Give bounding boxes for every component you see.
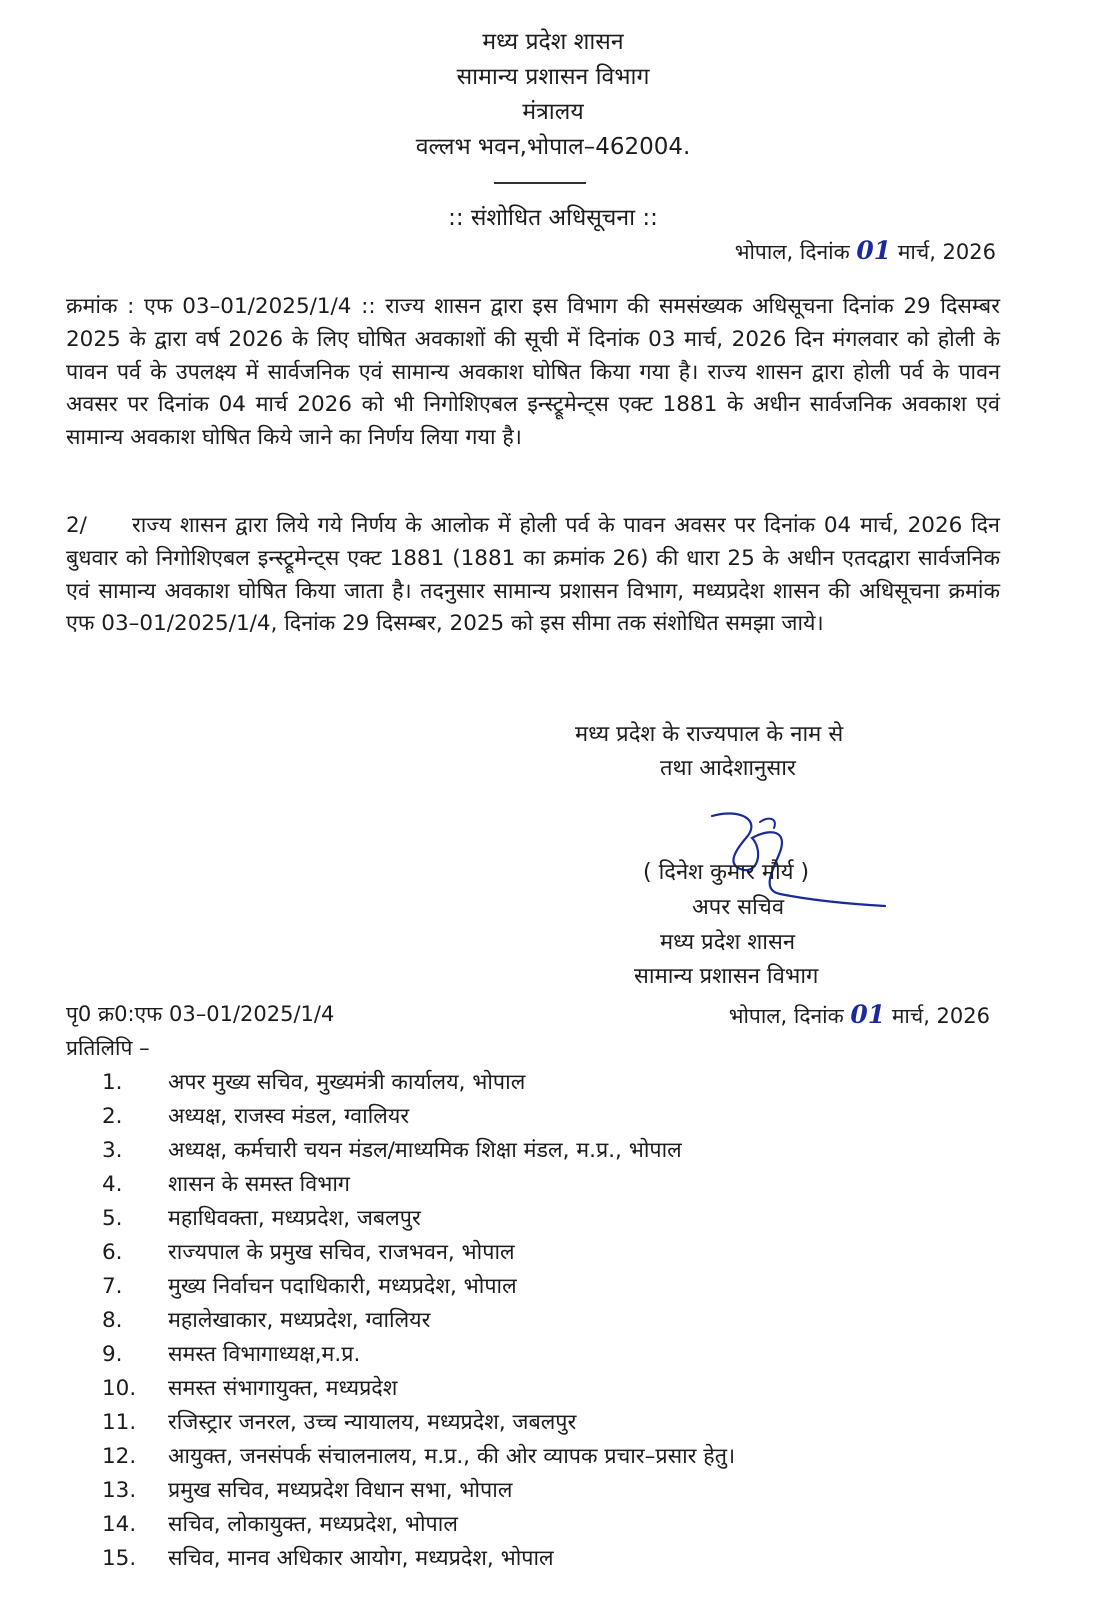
copy-list-item (102, 1407, 576, 1436)
copy-list-item-number: 2. (102, 1104, 123, 1129)
copy-list-item (102, 1373, 397, 1402)
copy-list-item (102, 1237, 515, 1266)
copy-list-item-text: प्रमुख सचिव, मध्यप्रदेश विधान सभा, भोपाल (168, 1478, 513, 1503)
copy-list-item-number: 7. (102, 1274, 123, 1299)
copy-list-item-text: सचिव, लोकायुक्त, मध्यप्रदेश, भोपाल (168, 1512, 458, 1537)
copy-list-item (102, 1169, 350, 1198)
paragraph-2-text: राज्य शासन द्वारा लिये गये निर्णय के आलोक में होली पर्व के पावन अवसर पर दिनांक 04 मार्च, 2026 दिन बुधवार को निगोशिएबल इन्स्ट्रूमेन्ट्स एक्ट 1881 (1881 का क्रमांक 26) की धारा 25 के अधीन एतदद्वारा सार्वजनिक एवं सामान्य अवकाश घोषित किया जाता है। तदनुसार सामान्य प्रशासन विभाग, मध्यप्रदेश शासन की अधिसूचना क्रमांक एफ 03–01/2025/1/4, दिनांक 29 दिसम्बर, 2025 को इस सीमा तक संशोधित समझा जाये। (66, 513, 1000, 637)
signatory-org-2: सामान्य प्रशासन विभाग (634, 964, 819, 989)
copy-list-item-text: समस्त विभागाध्यक्ष,म.प्र. (168, 1342, 361, 1367)
paragraph-1: क्रमांक : एफ 03–01/2025/1/4 :: राज्य शासन द्वारा इस विभाग की समसंख्यक अधिसूचना दिनांक 29 दिसम्बर 2025 के द्वारा वर्ष 2026 के लिए घोषित अवकाशों की सूची में दिनांक 03 मार्च, 2026 दिन मंगलवार को होली के पावन पर्व के उपलक्ष्य में सार्वजनिक एवं सामान्य अवकाश घोषित किया गया है। राज्य शासन द्वारा होली पर्व के पावन अवसर पर दिनांक 04 मार्च 2026 को भी निगोशिएबल इन्स्ट्रूमेन्ट्स एक्ट 1881 के अधीन सार्वजनिक अवकाश एवं सामान्य अवकाश घोषित किये जाने का निर्णय लिया गया है। (66, 294, 1000, 451)
copy-list-item (102, 1305, 430, 1334)
endorsement-date-suffix: मार्च, 2026 (885, 1004, 990, 1028)
copy-list-item-number: 13. (102, 1478, 137, 1503)
copy-list-item-number: 10. (102, 1376, 137, 1401)
copy-list-item (102, 1509, 458, 1538)
copy-list-item-text: आयुक्त, जनसंपर्क संचालनालय, म.प्र., की ओर व्यापक प्रचार–प्रसार हेतु। (168, 1444, 736, 1469)
copy-list-item-text: महालेखाकार, मध्यप्रदेश, ग्वालियर (168, 1308, 431, 1333)
copy-label: प्रतिलिपि – (66, 1036, 150, 1060)
copy-list-item (102, 1543, 554, 1572)
header-address: वल्लभ भवन,भोपाल–462004. (415, 134, 691, 160)
copy-list-item-text: रजिस्ट्रार जनरल, उच्च न्यायालय, मध्यप्रदेश, जबलपुर (168, 1410, 577, 1435)
copy-list-item-number: 12. (102, 1444, 137, 1469)
copy-list-item-text: सचिव, मानव अधिकार आयोग, मध्यप्रदेश, भोपाल (168, 1546, 554, 1571)
endorsement-date-prefix: भोपाल, दिनांक (728, 1004, 851, 1028)
header-divider (494, 182, 586, 184)
copy-list-item (102, 1271, 517, 1300)
copy-list-item-number: 15. (102, 1546, 137, 1571)
copy-list-item (102, 1475, 512, 1504)
endorsement-ref: पृ0 क्र0:एफ 03–01/2025/1/4 (66, 1002, 335, 1026)
copy-list-item-number: 1. (102, 1070, 123, 1095)
header-government: मध्य प्रदेश शासन (482, 29, 624, 55)
copy-list-item-text: मुख्य निर्वाचन पदाधिकारी, मध्यप्रदेश, भोपाल (168, 1274, 517, 1299)
copy-list-item-text: राज्यपाल के प्रमुख सचिव, राजभवन, भोपाल (168, 1240, 515, 1265)
copy-list-item (102, 1203, 421, 1232)
copy-list-item-number: 6. (102, 1240, 123, 1265)
copy-list-item-number: 5. (102, 1206, 123, 1231)
header-ministry: मंत्रालय (522, 99, 584, 125)
copy-list-item-number: 11. (102, 1410, 137, 1435)
order-line-2: तथा आदेशानुसार (660, 756, 796, 781)
notification-title: :: संशोधित अधिसूचना :: (448, 205, 658, 231)
signatory-org-1: मध्य प्रदेश शासन (660, 930, 796, 955)
copy-list-item-text: अध्यक्ष, राजस्व मंडल, ग्वालियर (168, 1104, 410, 1129)
date-top-suffix: मार्च, 2026 (891, 240, 996, 264)
copy-list-item (102, 1339, 360, 1368)
signatory-name: ( दिनेश कुमार मौर्य ) (643, 860, 810, 885)
header-department: सामान्य प्रशासन विभाग (456, 64, 650, 90)
signatory-designation: अपर सचिव (692, 895, 785, 920)
copy-list-item (102, 1441, 735, 1470)
copy-list-item-number: 14. (102, 1512, 137, 1537)
copy-list-item-text: अपर मुख्य सचिव, मुख्यमंत्री कार्यालय, भोपाल (168, 1070, 526, 1095)
paragraph-2-number: 2/ (66, 513, 87, 538)
copy-list-item-number: 3. (102, 1138, 123, 1163)
copy-list-item-text: महाधिवक्ता, मध्यप्रदेश, जबलपुर (168, 1206, 421, 1231)
endorsement-date (729, 1000, 990, 1030)
endorsement-date-day-handwritten: 01 (850, 1000, 886, 1029)
order-line-1: मध्य प्रदेश के राज्यपाल के नाम से (575, 722, 844, 747)
copy-list-item-text: समस्त संभागायुक्त, मध्यप्रदेश (168, 1376, 398, 1401)
date-top-day-handwritten: 01 (856, 236, 892, 265)
paragraph-2 (66, 510, 1000, 641)
date-top-prefix: भोपाल, दिनांक (734, 240, 857, 264)
copy-list-item-number: 8. (102, 1308, 123, 1333)
copy-list-item-text: अध्यक्ष, कर्मचारी चयन मंडल/माध्यमिक शिक्षा मंडल, म.प्र., भोपाल (168, 1138, 682, 1163)
copy-list-item (102, 1101, 409, 1130)
copy-list-item (102, 1067, 525, 1096)
copy-list-item (102, 1135, 682, 1164)
copy-list-item-number: 9. (102, 1342, 123, 1367)
copy-list-item-number: 4. (102, 1172, 123, 1197)
copy-list-item-text: शासन के समस्त विभाग (168, 1172, 350, 1197)
date-top (735, 236, 996, 266)
